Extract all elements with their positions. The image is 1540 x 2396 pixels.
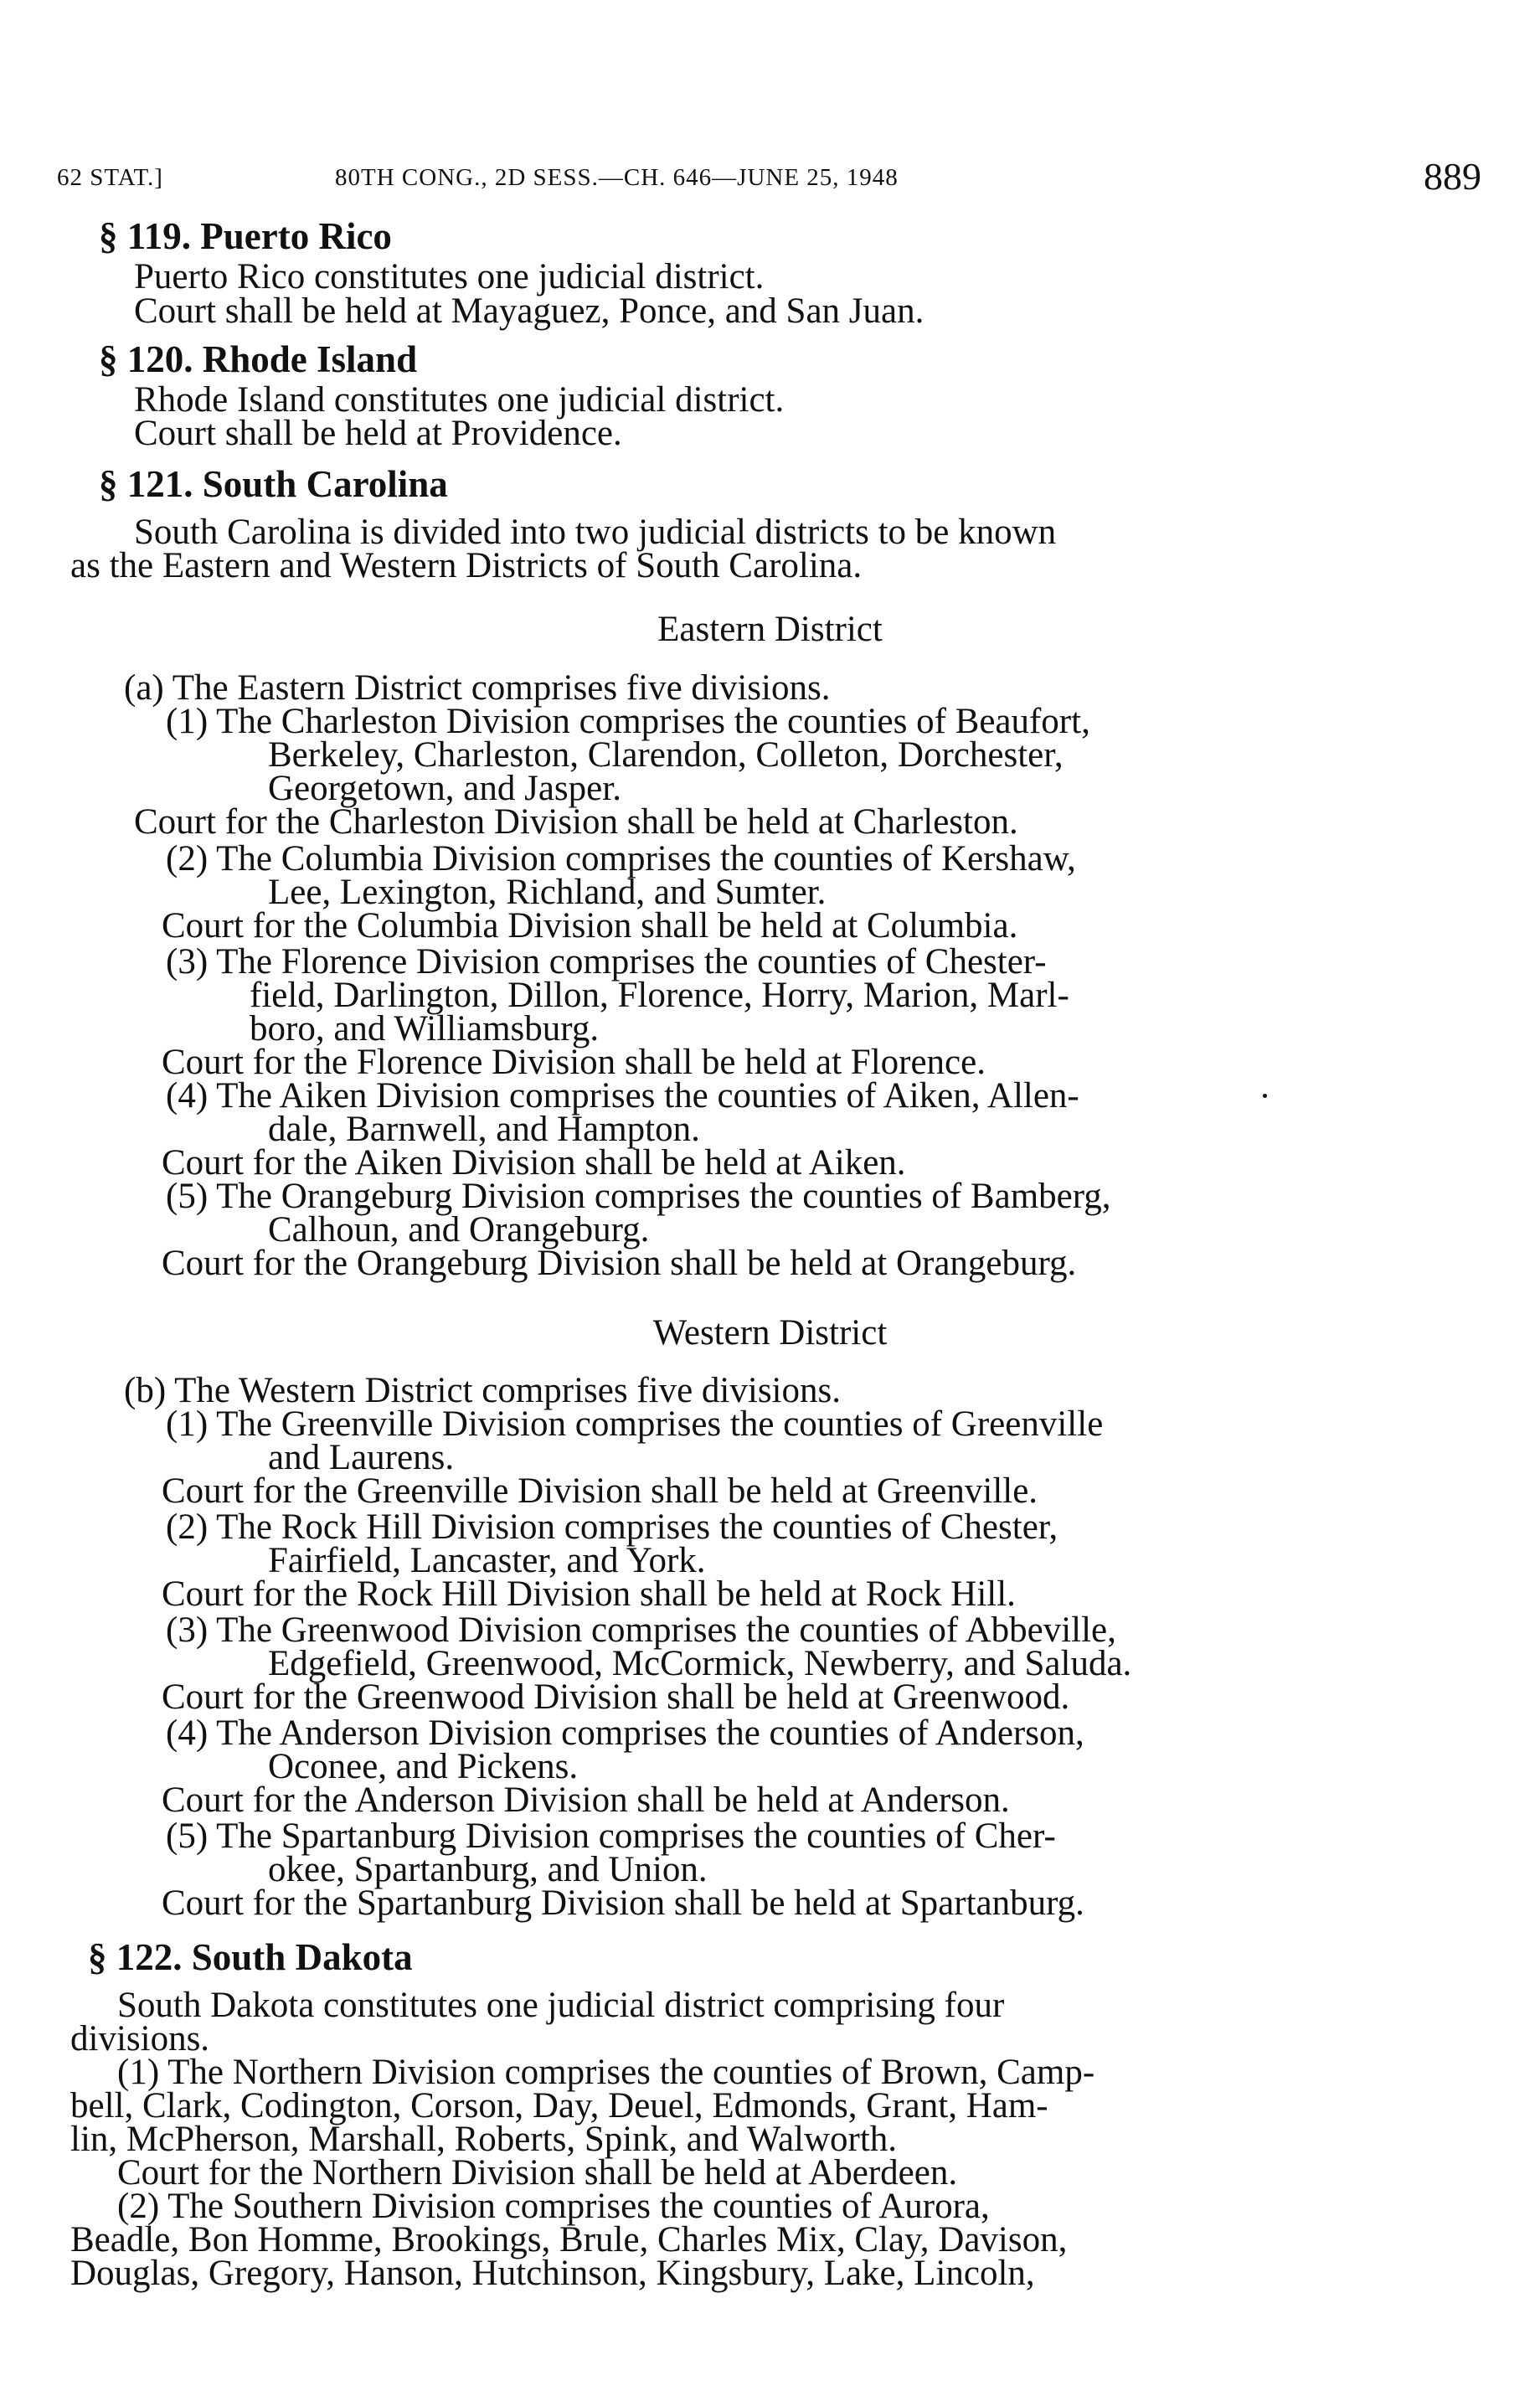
header-stat: 62 STAT.] bbox=[57, 164, 163, 191]
text-line: field, Darlington, Dillon, Florence, Horry, Marion, Marl- bbox=[250, 976, 1069, 1015]
text-line: (5) The Spartanburg Division comprises the counties of Cher- bbox=[166, 1816, 1056, 1856]
text-line: Rhode Island constitutes one judicial district. bbox=[134, 380, 785, 420]
text-line: Court for the Orangeburg Division shall be held at Orangeburg. bbox=[162, 1244, 1077, 1283]
text-line: okee, Spartanburg, and Union. bbox=[268, 1850, 708, 1889]
text-line: Puerto Rico constitutes one judicial district. bbox=[134, 257, 765, 296]
text-line: Court for the Greenville Division shall be held at Greenville. bbox=[162, 1471, 1038, 1511]
text-line: Court shall be held at Mayaguez, Ponce, and San Juan. bbox=[134, 291, 925, 331]
text-line: Court for the Northern Division shall be held at Aberdeen. bbox=[117, 2153, 958, 2192]
text-line: Court for the Columbia Division shall be held at Columbia. bbox=[162, 906, 1018, 946]
text-line: as the Eastern and Western Districts of South Carolina. bbox=[70, 546, 863, 585]
section-heading-122: § 122. South Dakota bbox=[88, 1936, 413, 1978]
text-line: Court for the Aiken Division shall be held at Aiken. bbox=[162, 1143, 906, 1183]
section-heading-120: § 120. Rhode Island bbox=[99, 338, 418, 380]
text-line: (5) The Orangeburg Division comprises the counties of Bamberg, bbox=[166, 1177, 1111, 1216]
page-number: 889 bbox=[1424, 155, 1481, 198]
text-line: South Carolina is divided into two judicial districts to be known bbox=[134, 513, 1057, 552]
text-line: Court for the Greenwood Division shall be held at Greenwood. bbox=[162, 1677, 1070, 1717]
text-line: Court for the Spartanburg Division shall be held at Spartanburg. bbox=[162, 1883, 1084, 1923]
text-line: Douglas, Gregory, Hanson, Hutchinson, Kingsbury, Lake, Lincoln, bbox=[70, 2254, 1035, 2293]
text-line: Court shall be held at Providence. bbox=[134, 414, 622, 453]
text-line: Berkeley, Charleston, Clarendon, Colleton, Dorchester, bbox=[268, 735, 1064, 775]
text-line: (b) The Western District comprises five divisions. bbox=[124, 1371, 841, 1410]
subheading-eastern-district: Eastern District bbox=[657, 610, 883, 649]
stray-mark bbox=[1263, 1094, 1267, 1098]
text-line: (2) The Columbia Division comprises the counties of Kershaw, bbox=[166, 839, 1076, 879]
text-line: (2) The Rock Hill Division comprises the counties of Chester, bbox=[166, 1507, 1058, 1547]
text-line: and Laurens. bbox=[268, 1438, 455, 1477]
text-line: bell, Clark, Codington, Corson, Day, Deuel, Edmonds, Grant, Ham- bbox=[70, 2086, 1048, 2125]
text-line: (1) The Greenville Division comprises the counties of Greenville bbox=[166, 1404, 1104, 1444]
subheading-western-district: Western District bbox=[652, 1313, 888, 1353]
text-line: Fairfield, Lancaster, and York. bbox=[268, 1541, 706, 1580]
section-heading-119: § 119. Puerto Rico bbox=[99, 215, 392, 257]
text-line: divisions. bbox=[70, 2019, 210, 2058]
text-line: Beadle, Bon Homme, Brookings, Brule, Charles Mix, Clay, Davison, bbox=[70, 2220, 1068, 2259]
text-line: boro, and Williamsburg. bbox=[250, 1009, 600, 1049]
text-line: (1) The Charleston Division comprises the counties of Beaufort, bbox=[166, 702, 1090, 741]
text-line: Court for the Charleston Division shall be held at Charleston. bbox=[134, 802, 1018, 842]
text-line: Georgetown, and Jasper. bbox=[268, 769, 621, 808]
text-line: Calhoun, and Orangeburg. bbox=[268, 1210, 650, 1250]
text-line: (a) The Eastern District comprises five divisions. bbox=[124, 668, 831, 708]
text-line: Court for the Anderson Division shall be held at Anderson. bbox=[162, 1780, 1010, 1820]
text-line: (4) The Aiken Division comprises the counties of Aiken, Allen- bbox=[166, 1076, 1079, 1116]
text-line: South Dakota constitutes one judicial district comprising four bbox=[117, 1986, 1005, 2025]
text-line: Court for the Rock Hill Division shall be held at Rock Hill. bbox=[162, 1574, 1016, 1614]
text-line: (2) The Southern Division comprises the counties of Aurora, bbox=[117, 2187, 990, 2226]
section-heading-121: § 121. South Carolina bbox=[99, 463, 448, 505]
text-line: lin, McPherson, Marshall, Roberts, Spink, and Walworth. bbox=[70, 2120, 898, 2159]
text-line: Lee, Lexington, Richland, and Sumter. bbox=[268, 873, 827, 912]
text-line: Oconee, and Pickens. bbox=[268, 1747, 579, 1786]
text-line: Court for the Florence Division shall be held at Florence. bbox=[162, 1043, 986, 1082]
header-session: 80TH CONG., 2D SESS.—CH. 646—JUNE 25, 1948 bbox=[335, 164, 899, 191]
text-line: dale, Barnwell, and Hampton. bbox=[268, 1110, 700, 1149]
text-line: Edgefield, Greenwood, McCormick, Newberry, and Saluda. bbox=[268, 1644, 1132, 1683]
text-line: (1) The Northern Division comprises the counties of Brown, Camp- bbox=[117, 2053, 1095, 2092]
text-line: (3) The Greenwood Division comprises the counties of Abbeville, bbox=[166, 1610, 1116, 1650]
text-line: (3) The Florence Division comprises the counties of Chester- bbox=[166, 942, 1047, 982]
text-line: (4) The Anderson Division comprises the counties of Anderson, bbox=[166, 1713, 1084, 1753]
